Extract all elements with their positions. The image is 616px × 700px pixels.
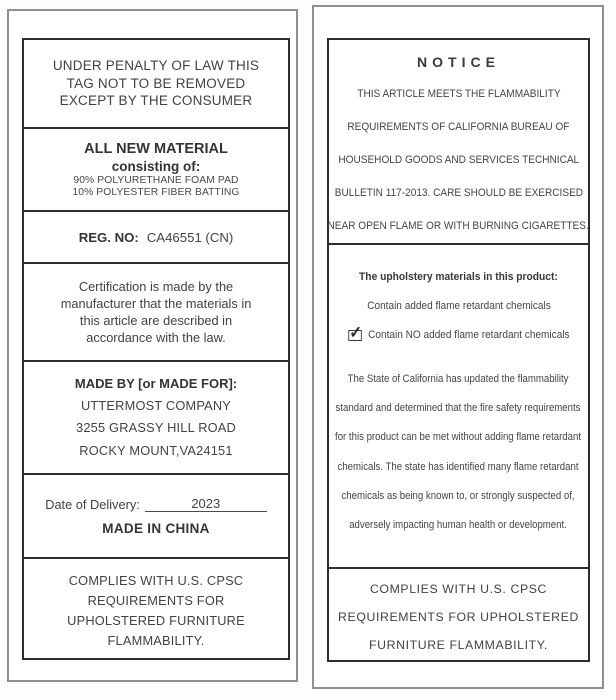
manufacturer-city: ROCKY MOUNT,VA24151 [79, 442, 233, 458]
left-label-outer-frame [7, 9, 298, 682]
material-component: 10% POLYESTER FIBER BATTING [72, 187, 240, 198]
cpsc-section-left [24, 559, 288, 662]
material-component: 90% POLYURETHANE FOAM PAD [73, 174, 239, 186]
flame-retardant-section [329, 245, 588, 569]
cpsc-line: FURNITURE FLAMMABILITY. [369, 637, 548, 652]
option-contains-chemicals: Contain added flame retardant chemicals [366, 300, 551, 312]
left-label-inner-box [22, 38, 290, 660]
notice-section [329, 40, 588, 245]
cpsc-line: COMPLIES WITH U.S. CPSC [68, 572, 244, 588]
registration-number: CA46551 (CN) [146, 229, 234, 245]
right-label-inner-box [327, 38, 590, 662]
certification-line: Certification is made by the [78, 279, 234, 294]
notice-line: THIS ARTICLE MEETS THE FLAMMABILITY [356, 88, 561, 100]
made-by-section [24, 362, 288, 475]
cpsc-line: UPHOLSTERED FURNITURE [67, 612, 245, 628]
registration-label: REG. NO: [78, 229, 139, 245]
certification-line: accordance with the law. [86, 330, 226, 345]
upholstery-materials-heading: The upholstery materials in this product: [359, 271, 558, 283]
notice-line: HOUSEHOLD GOODS AND SERVICES TECHNICAL [338, 154, 579, 166]
delivery-year-underline: 2023 [145, 496, 267, 512]
state-paragraph-line: The State of California has updated the flammability [348, 373, 569, 385]
manufacturer-name: UTTERMOST COMPANY [80, 397, 232, 413]
state-paragraph-line: for this product can be met without adding flame retardant [335, 431, 582, 444]
country-of-origin: MADE IN CHINA [102, 521, 210, 536]
check-mark-icon: ✓ [348, 322, 362, 342]
right-label-outer-frame [312, 5, 604, 689]
certification-line: manufacturer that the materials in [60, 296, 252, 311]
notice-line: REQUIREMENTS OF CALIFORNIA BUREAU OF [347, 121, 570, 133]
penalty-line: TAG NOT TO BE REMOVED [66, 75, 246, 91]
manufacturer-street: 3255 GRASSY HILL ROAD [76, 420, 236, 436]
notice-line: BULLETIN 117-2013. CARE SHOULD BE EXERCISED [334, 187, 583, 199]
penalty-line: UNDER PENALTY OF LAW THIS [52, 58, 260, 74]
registration-section [24, 212, 288, 264]
certification-section [24, 264, 288, 362]
cpsc-line: REQUIREMENTS FOR UPHOLSTERED [338, 609, 579, 624]
made-by-heading: MADE BY [or MADE FOR]: [74, 375, 238, 391]
delivery-section [24, 475, 288, 559]
state-paragraph-line: chemicals as being known to, or strongly suspected of, [341, 489, 576, 502]
material-section [24, 129, 288, 212]
penalty-section [24, 40, 288, 129]
state-paragraph-line: chemicals. The state has identified many flame retardant [337, 460, 580, 473]
cpsc-line: REQUIREMENTS FOR [87, 592, 225, 608]
state-paragraph [315, 365, 601, 540]
notice-title: NOTICE [417, 54, 500, 70]
delivery-date-label: Date of Delivery: [45, 497, 140, 512]
option-no-chemicals-label: Contain NO added flame retardant chemicals [367, 329, 570, 341]
penalty-line: EXCEPT BY THE CONSUMER [59, 93, 253, 109]
material-subtitle: consisting of: [111, 158, 201, 174]
checked-checkbox-icon [348, 322, 362, 342]
cpsc-line: FLAMMABILITY. [107, 632, 205, 648]
option-no-chemicals-row [348, 322, 570, 342]
state-paragraph-line: standard and determined that the fire safety requirements [336, 402, 581, 415]
cpsc-line: COMPLIES WITH U.S. CPSC [369, 581, 548, 596]
delivery-date-row [45, 496, 267, 512]
state-paragraph-line: adversely impacting human health or development. [349, 519, 568, 532]
notice-line: NEAR OPEN FLAME OR WITH BURNING CIGARETTES. [327, 220, 590, 232]
material-title: ALL NEW MATERIAL [84, 140, 228, 157]
certification-line: this article are described in [79, 313, 233, 328]
cpsc-section-right [329, 569, 588, 664]
